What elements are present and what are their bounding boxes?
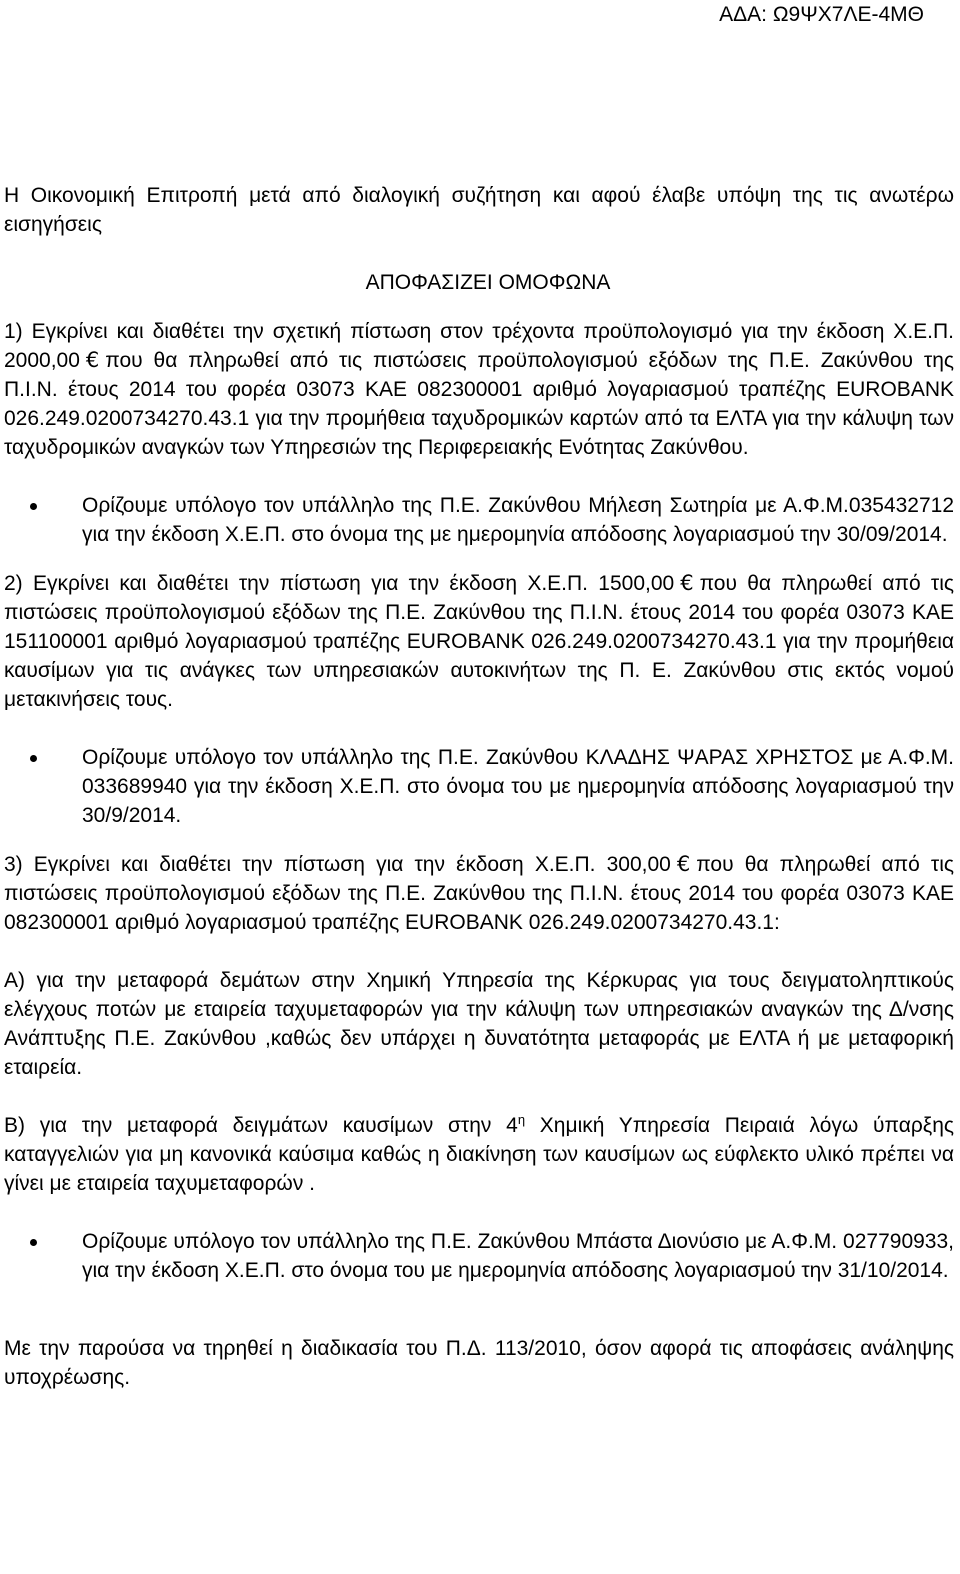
item-3-text-b: που θα πληρωθεί από τις πιστώσεις προϋπολογισμού εξόδων της Π.Ε. Ζακύνθου της Π.Ι.Ν. έτους 2014 του φορέα 03073 ΚΑΕ 082300001 αριθμό λογαριασμού τραπέζης EUROBANK 026.249.0200734270.43.1:	[4, 853, 954, 934]
euro-icon: €	[85, 348, 100, 372]
item-3-sub-b-sup: η	[517, 1112, 526, 1127]
item-3-sub-a: Α) για την μεταφορά δεμάτων στην Χημική Υπηρεσία της Κέρκυρας για τους δειγματοληπτικούς ελέγχους ποτών με εταιρεία ταχυμεταφορών για την κάλυψη των υπηρεσιακών αναγκών της Δ/νσης Ανάπτυξης Π.Ε. Ζακύνθου ,καθώς δεν υπάρχει η δυνατότητα μεταφοράς με ΕΛΤΑ ή με μεταφορική εταιρεία.	[4, 969, 954, 1079]
ada-code: ΑΔΑ: Ω9ΨΧ7ΛΕ-4ΜΘ	[719, 3, 924, 26]
item-1-paragraph	[4, 317, 954, 462]
item-1-bullet-text: Ορίζουμε υπόλογο τον υπάλληλο της Π.Ε. Ζακύνθου Μήλεση Σωτηρία με Α.Φ.Μ.035432712 για την έκδοση Χ.Ε.Π. στο όνομα της με ημερομηνία απόδοσης λογαριασμού την 30/09/2014.	[82, 494, 954, 546]
bullet-icon	[30, 1239, 37, 1246]
item-3-bullet	[4, 1227, 954, 1285]
decision-heading: ΑΠΟΦΑΣΙΖΕΙ ΟΜΟΦΩΝΑ	[365, 271, 611, 294]
item-2-bullet	[4, 743, 954, 830]
item-2-paragraph	[4, 569, 954, 714]
item-1-text-b: που θα πληρωθεί από τις πιστώσεις προϋπολογισμού εξόδων της Π.Ε. Ζακύνθου της Π.Ι.Ν. έτους 2014 του φορέα 03073 ΚΑΕ 082300001 αριθμό λογαριασμού τραπέζης EUROBANK 026.249.0200734270.43.1 για την προμήθεια ταχυδρομικών καρτών από τα ΕΛΤΑ για την κάλυψη των ταχυδρομικών αναγκών των Υπηρεσιών της Περιφερειακής Ενότητας Ζακύνθου.	[4, 349, 954, 459]
item-1-text-a: 1) Εγκρίνει και διαθέτει την σχετική πίστωση στον τρέχοντα προϋπολογισμό για την έκδοση Χ.Ε.Π. 2000,00	[4, 320, 954, 372]
item-3-text-a: 3) Εγκρίνει και διαθέτει την πίστωση για την έκδοση Χ.Ε.Π. 300,00	[4, 853, 671, 876]
item-3-paragraph	[4, 850, 954, 937]
item-2-text-b: που θα πληρωθεί από τις πιστώσεις προϋπολογισμού εξόδων της Π.Ε. Ζακύνθου της Π.Ι.Ν. έτους 2014 του φορέα 03073 ΚΑΕ 151100001 αριθμό λογαριασμού τραπέζης EUROBANK 026.249.0200734270.43.1 για την προμήθεια καυσίμων για τις ανάγκες των υπηρεσιακών αυτοκινήτων της Π. Ε. Ζακύνθου στις εκτός νομού μετακινήσεις τους.	[4, 572, 955, 711]
bullet-icon	[30, 503, 37, 510]
item-3-sub-b-text-2: Χημική Υπηρεσία Πειραιά λόγω ύπαρξης καταγγελιών για μη κανονικά καύσιμα καθώς η διακίνηση των καυσίμων ως εύφλεκτο υλικό πρέπει να γίνει με εταιρεία ταχυμεταφορών .	[4, 1114, 954, 1195]
item-2-bullet-text: Ορίζουμε υπόλογο τον υπάλληλο της Π.Ε. Ζακύνθου ΚΛΑΔΗΣ ΨΑΡΑΣ ΧΡΗΣΤΟΣ με Α.Φ.Μ. 033689940 για την έκδοση Χ.Ε.Π. στο όνομα του με ημερομηνία απόδοσης λογαριασμού την 30/9/2014.	[82, 746, 954, 827]
item-1-bullet	[4, 491, 954, 549]
item-2-text-a: 2) Εγκρίνει και διαθέτει την πίστωση για την έκδοση Χ.Ε.Π. 1500,00	[4, 572, 675, 595]
euro-icon: €	[676, 852, 691, 876]
document-body	[4, 181, 954, 1392]
intro-paragraph: Η Οικονομική Επιτροπή μετά από διαλογική συζήτηση και αφού έλαβε υπόψη της τις ανωτέρω εισηγήσεις	[4, 184, 954, 236]
bullet-icon	[30, 755, 37, 762]
euro-icon: €	[680, 571, 694, 595]
item-3-sub-b	[4, 1111, 954, 1198]
closing-paragraph: Με την παρούσα να τηρηθεί η διαδικασία του Π.Δ. 113/2010, όσον αφορά τις αποφάσεις ανάληψης υποχρέωσης.	[4, 1337, 954, 1389]
item-3-bullet-text: Ορίζουμε υπόλογο τον υπάλληλο της Π.Ε. Ζακύνθου Μπάστα Διονύσιο με Α.Φ.Μ. 027790933, για την έκδοση Χ.Ε.Π. στο όνομα του με ημερομηνία απόδοσης λογαριασμού την 31/10/2014.	[82, 1230, 954, 1282]
item-3-sub-b-text-1: Β) για την μεταφορά δειγμάτων καυσίμων στην 4	[4, 1114, 518, 1137]
